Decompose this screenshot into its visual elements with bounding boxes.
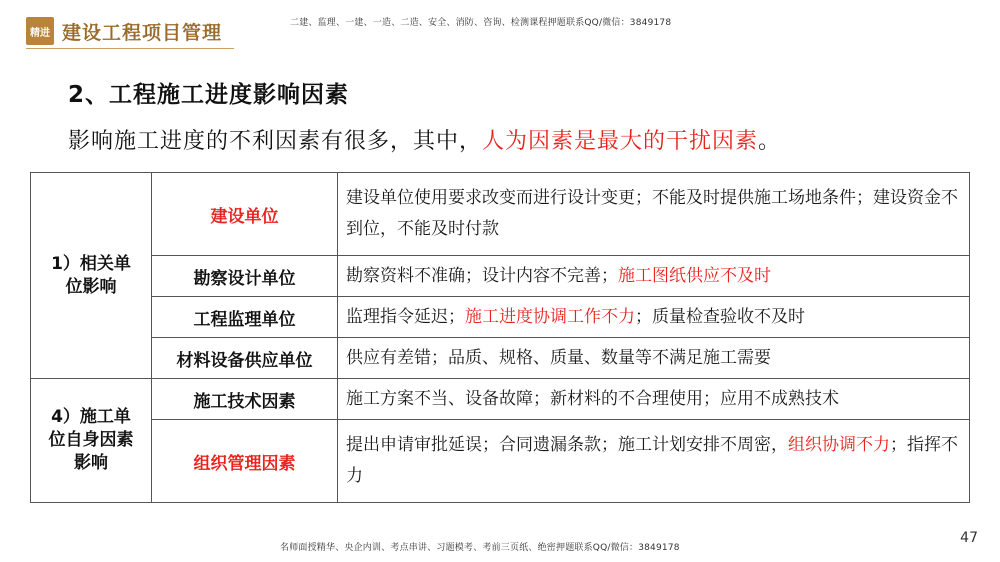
category-cell: 工程监理单位 xyxy=(152,297,338,338)
description-cell xyxy=(338,297,970,338)
description-text: 建设单位使用要求改变而进行设计变更；不能及时提供施工场地条件；建设资金不到位，不能及时付款 xyxy=(346,188,958,239)
category-cell: 勘察设计单位 xyxy=(152,256,338,297)
page-number: 47 xyxy=(960,530,978,546)
intro-paragraph xyxy=(68,124,781,155)
description-highlight: 施工进度协调工作不力 xyxy=(465,306,635,327)
description-cell xyxy=(338,173,970,256)
category-cell: 建设单位 xyxy=(152,173,338,256)
description-highlight: 施工图纸供应不及时 xyxy=(618,265,771,286)
description-text: 供应有差错；品质、规格、质量、数量等不满足施工需要 xyxy=(346,347,771,368)
description-text: 施工方案不当、设备故障；新材料的不合理使用；应用不成熟技术 xyxy=(346,388,839,409)
intro-end: 。 xyxy=(758,129,782,154)
description-text: ；质量检查验收不及时 xyxy=(635,306,805,327)
category-cell: 组织管理因素 xyxy=(152,420,338,503)
table-row xyxy=(31,173,970,256)
table-row xyxy=(31,338,970,379)
group-label-line: 1）相关单 xyxy=(51,253,131,274)
intro-text: 影响施工进度的不利因素有很多，其中， xyxy=(68,129,483,154)
brand-logo: 精进 xyxy=(26,17,54,45)
description-cell xyxy=(338,256,970,297)
section-title: 2、工程施工进度影响因素 xyxy=(68,82,350,108)
group-label-line: 影响 xyxy=(74,452,108,473)
description-cell xyxy=(338,338,970,379)
table-row xyxy=(31,297,970,338)
header-note: 二建、监理、一建、一造、二造、安全、消防、咨询、检测课程押题联系QQ/微信：3849178 xyxy=(290,18,672,28)
category-cell: 材料设备供应单位 xyxy=(152,338,338,379)
description-text: 监理指令延迟； xyxy=(346,306,465,327)
description-cell xyxy=(338,420,970,503)
group-label-line: 位自身因素 xyxy=(48,430,134,451)
group-label-line: 4）施工单 xyxy=(51,407,131,428)
intro-highlight: 人为因素是最大的干扰因素 xyxy=(482,129,759,154)
table-row xyxy=(31,420,970,503)
description-text: ；指挥不力 xyxy=(346,435,958,486)
table-row xyxy=(31,379,970,420)
brand xyxy=(26,14,222,48)
group-label-line: 位影响 xyxy=(65,276,117,297)
category-cell: 施工技术因素 xyxy=(152,379,338,420)
description-cell xyxy=(338,379,970,420)
table-row xyxy=(31,256,970,297)
description-highlight: 组织协调不力 xyxy=(788,435,890,455)
group-cell-related xyxy=(31,173,152,379)
brand-title: 建设工程项目管理 xyxy=(62,21,223,44)
description-text: 提出申请审批延误；合同遗漏条款；施工计划安排不周密， xyxy=(346,435,788,455)
footer-note: 名师面授精华、央企内训、考点串讲、习题模考、考前三页纸、绝密押题联系QQ/微信：3849178 xyxy=(280,543,680,553)
group-cell-self xyxy=(31,379,152,503)
description-text: 勘察资料不准确；设计内容不完善； xyxy=(346,265,618,286)
factors-table xyxy=(30,172,970,503)
brand-underline xyxy=(26,48,234,49)
